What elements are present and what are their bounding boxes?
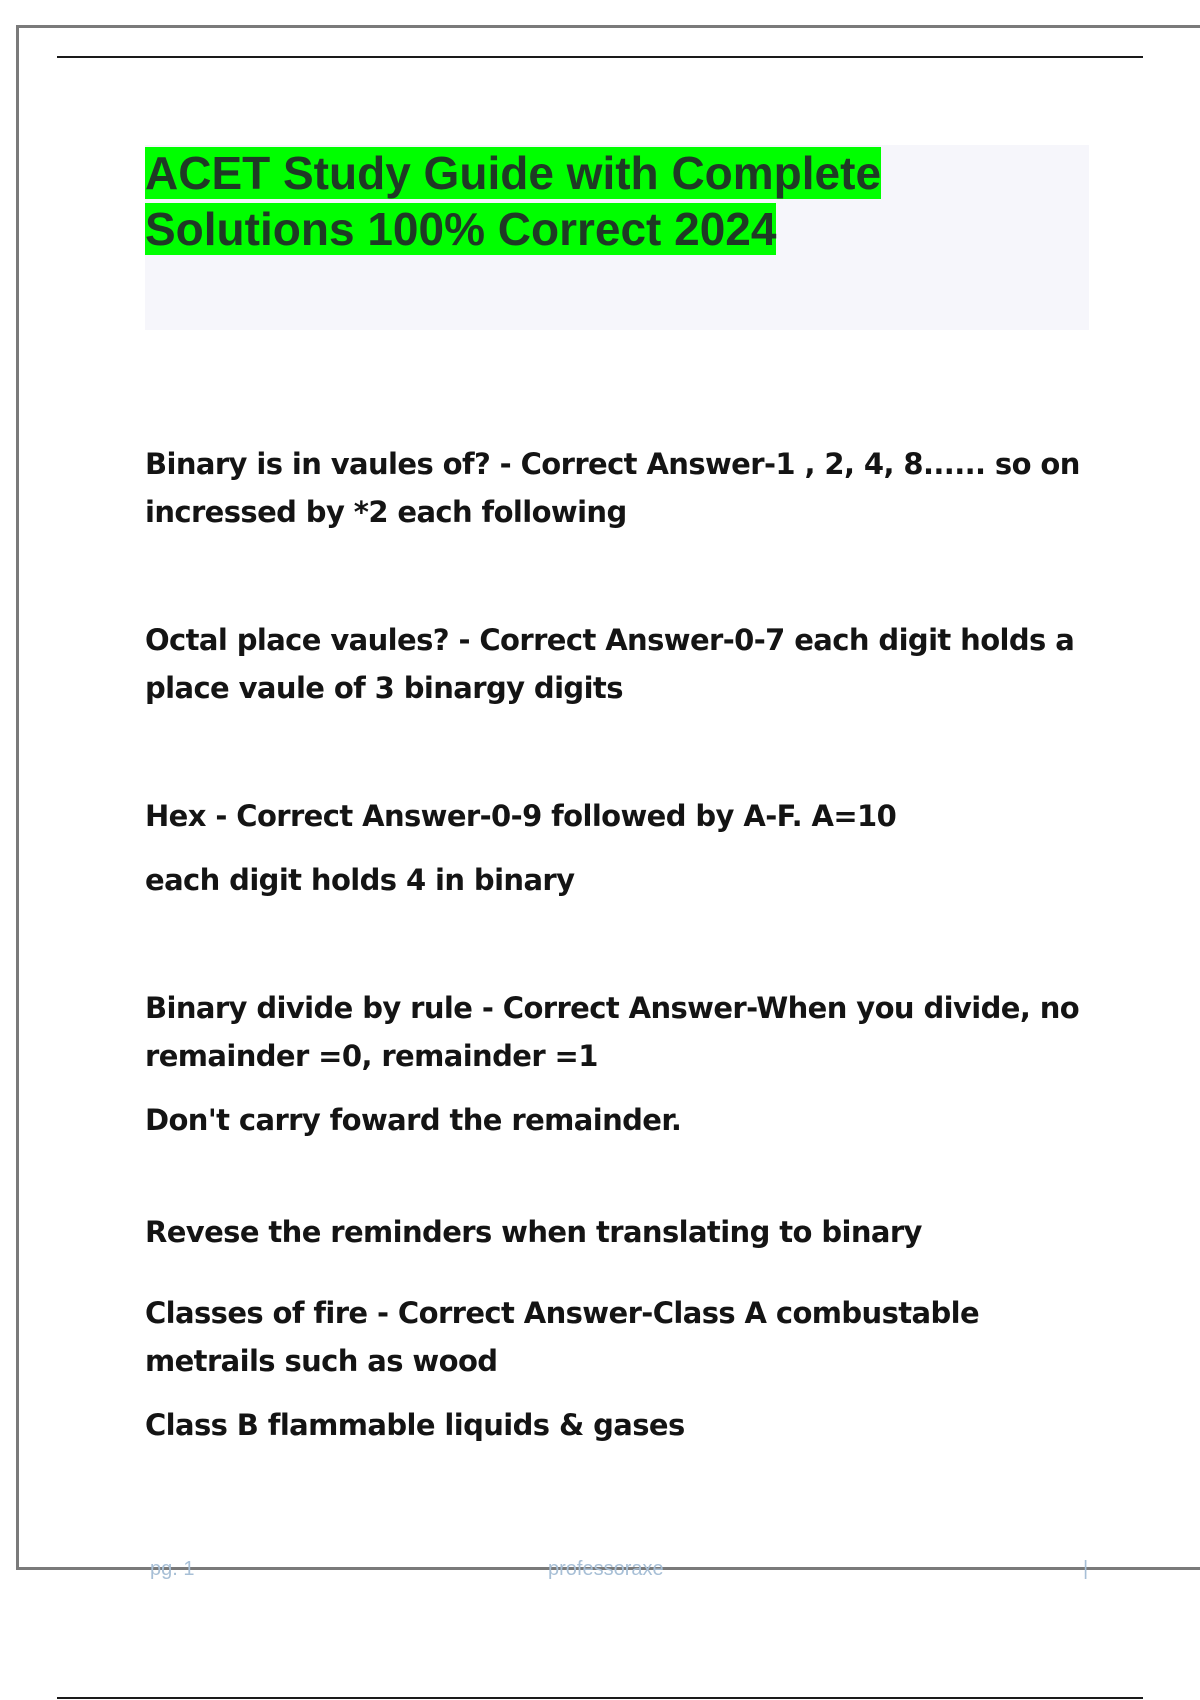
qa-extra-line: Don't carry foward the remainder. <box>145 1103 682 1137</box>
footer-page-number: pg. 1 <box>150 1558 195 1580</box>
qa-extra-line: each digit holds 4 in binary <box>145 863 575 897</box>
qa-item-classes-of-fire <box>145 1241 1085 1497</box>
header-rule <box>57 56 1143 58</box>
title-line-1: ACET Study Guide with Complete <box>145 147 882 199</box>
qa-text: Binary is in vaules of? - Correct Answer-1 , 2, 4, 8...... so on incressed by *2 each following <box>145 447 1080 529</box>
document-title <box>145 145 1089 257</box>
footer-rule <box>57 1697 1143 1699</box>
title-box <box>145 145 1089 330</box>
qa-extra-line: Revese the reminders when translating to binary <box>145 1215 922 1249</box>
qa-item-hex <box>145 744 1085 952</box>
title-line-2: Solutions 100% Correct 2024 <box>145 203 777 255</box>
qa-text: Octal place vaules? - Correct Answer-0-7 each digit holds a place vaule of 3 binargy digits <box>145 623 1075 705</box>
qa-text: Binary divide by rule - Correct Answer-When you divide, no remainder =0, remainder =1 <box>145 991 1080 1073</box>
qa-text: Hex - Correct Answer-0-9 followed by A-F. A=10 <box>145 799 897 833</box>
qa-text: Classes of fire - Correct Answer-Class A combustable metrails such as wood <box>145 1296 980 1378</box>
qa-item-octal-place-values <box>145 568 1085 712</box>
footer-author: professoraxe <box>548 1558 664 1580</box>
qa-extra-line: Class B flammable liquids & gases <box>145 1408 685 1442</box>
footer-separator: | <box>1083 1558 1089 1580</box>
qa-item-binary-values <box>145 392 1085 536</box>
